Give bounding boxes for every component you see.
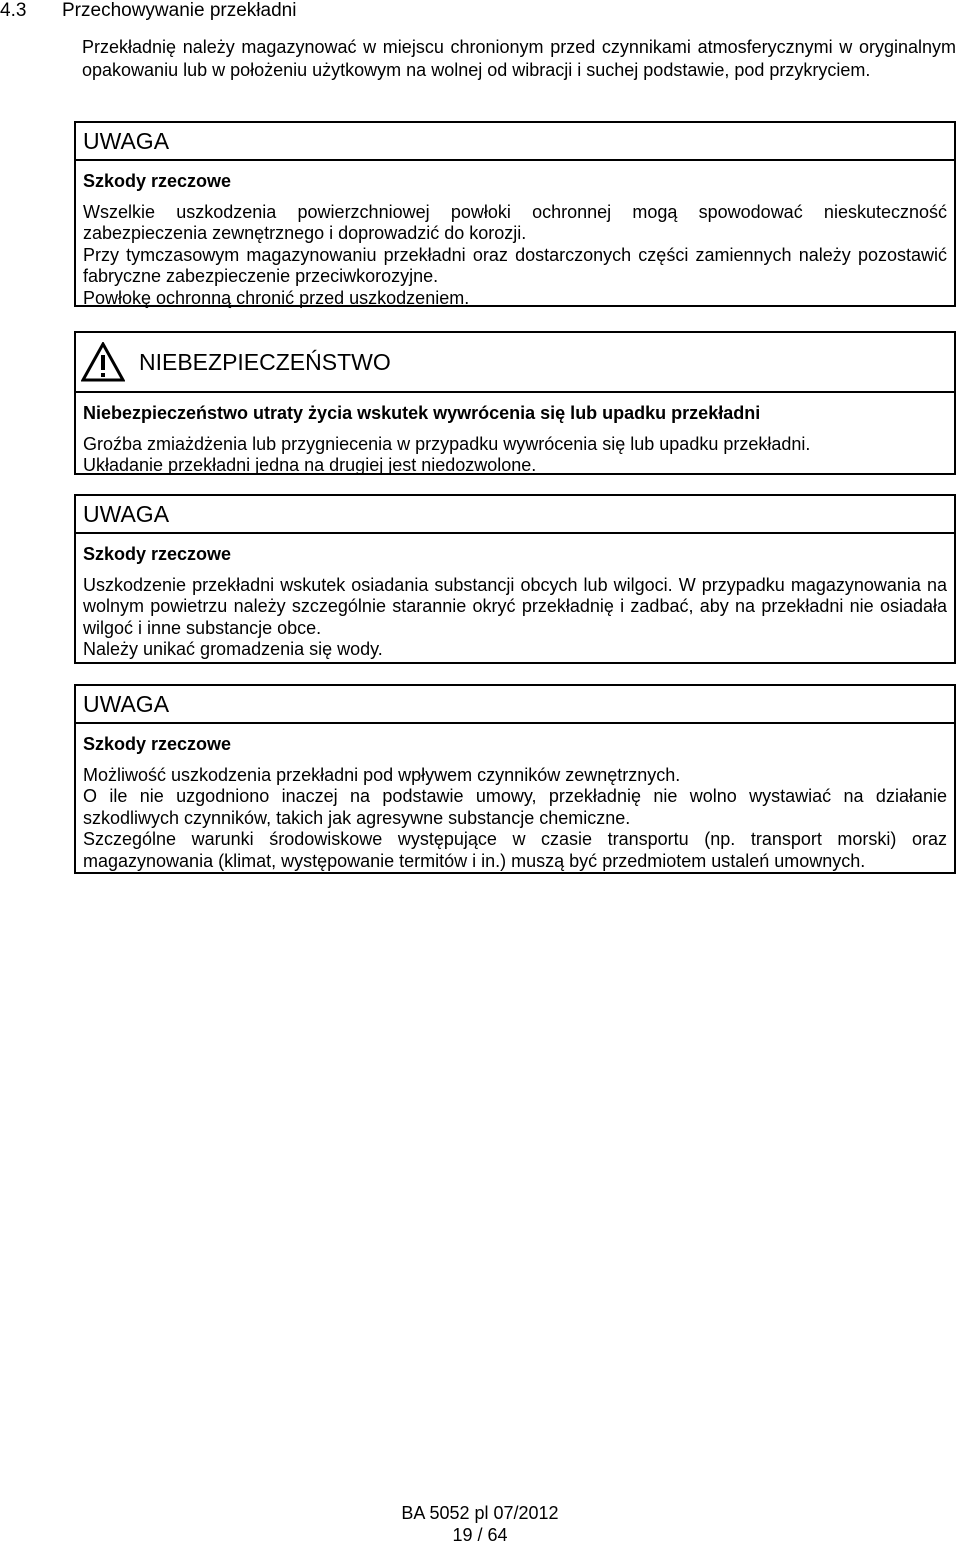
notice-subheading: Niebezpieczeństwo utraty życia wskutek wywrócenia się lub upadku przekładni bbox=[83, 403, 761, 423]
section-number: 4.3 bbox=[0, 0, 27, 21]
footer-doc-id: BA 5052 pl 07/2012 bbox=[401, 1503, 559, 1523]
notice-paragraph: Wszelkie uszkodzenia powierzchniowej powłoki ochronnej mogą spowodować nieskuteczność zabezpieczenia zewnętrznego i doprowadzić do korozji. bbox=[83, 201, 947, 243]
notice-body bbox=[76, 534, 954, 667]
warning-triangle-icon bbox=[81, 342, 125, 382]
notice-paragraph: Powłokę ochronną chronić przed uszkodzeniem. bbox=[83, 287, 470, 308]
notice-subheading: Szkody rzeczowe bbox=[83, 734, 232, 754]
notice-body bbox=[76, 393, 954, 483]
intro-paragraph: Przekładnię należy magazynować w miejscu chronionym przed czynnikami atmosferycznymi w oryginalnym opakowaniu lub w położeniu użytkowym na wolnej od wibracji i suchej podstawie, pod przykryciem. bbox=[82, 37, 956, 80]
notice-uwaga-3 bbox=[74, 684, 956, 874]
notice-subheading: Szkody rzeczowe bbox=[83, 171, 232, 191]
notice-paragraph: O ile nie uzgodniono inaczej na podstawie umowy, przekładnię nie wolno wystawiać na działanie szkodliwych czynników, takich jak agresywne substancje chemiczne. bbox=[83, 786, 947, 828]
notice-paragraph: Uszkodzenie przekładni wskutek osiadania substancji obcych lub wilgoci. W przypadku magazynowania na wolnym powietrzu należy szczególnie starannie okryć przekładnię i zadbać, aby na przekładni nie osiadała wilgoć i inne substancje obce. bbox=[83, 574, 947, 638]
section-heading bbox=[0, 0, 296, 22]
notice-heading: NIEBEZPIECZEŃSTWO bbox=[139, 348, 391, 375]
notice-paragraph: Możliwość uszkodzenia przekładni pod wpływem czynników zewnętrznych. bbox=[83, 764, 681, 785]
notice-uwaga-2 bbox=[74, 494, 956, 664]
notice-paragraph: Szczególne warunki środowiskowe występujące w czasie transportu (np. transport morski) oraz magazynowania (klimat, występowanie termitów i in.) muszą być przedmiotem ustaleń umownych. bbox=[83, 829, 947, 871]
notice-paragraph: Przy tymczasowym magazynowaniu przekładni oraz dostarczonych części zamiennych należy pozostawić fabryczne zabezpieczenie przeciwkorozyjne. bbox=[83, 244, 947, 286]
notice-paragraph: Układanie przekładni jedna na drugiej jest niedozwolone. bbox=[83, 455, 537, 475]
notice-subheading: Szkody rzeczowe bbox=[83, 544, 232, 564]
notice-heading: UWAGA bbox=[76, 123, 954, 161]
notice-paragraph: Należy unikać gromadzenia się wody. bbox=[83, 639, 383, 659]
notice-body bbox=[76, 724, 954, 878]
notice-heading-row bbox=[76, 333, 954, 393]
notice-uwaga-1 bbox=[74, 121, 956, 307]
notice-heading: UWAGA bbox=[76, 686, 954, 724]
notice-body bbox=[76, 161, 954, 315]
notice-danger bbox=[74, 331, 956, 475]
notice-heading: UWAGA bbox=[76, 496, 954, 534]
section-title: Przechowywanie przekładni bbox=[62, 0, 297, 21]
footer-page-number: 19 / 64 bbox=[452, 1525, 508, 1545]
notice-paragraph: Groźba zmiażdżenia lub przygniecenia w przypadku wywrócenia się lub upadku przekładni. bbox=[83, 433, 811, 454]
